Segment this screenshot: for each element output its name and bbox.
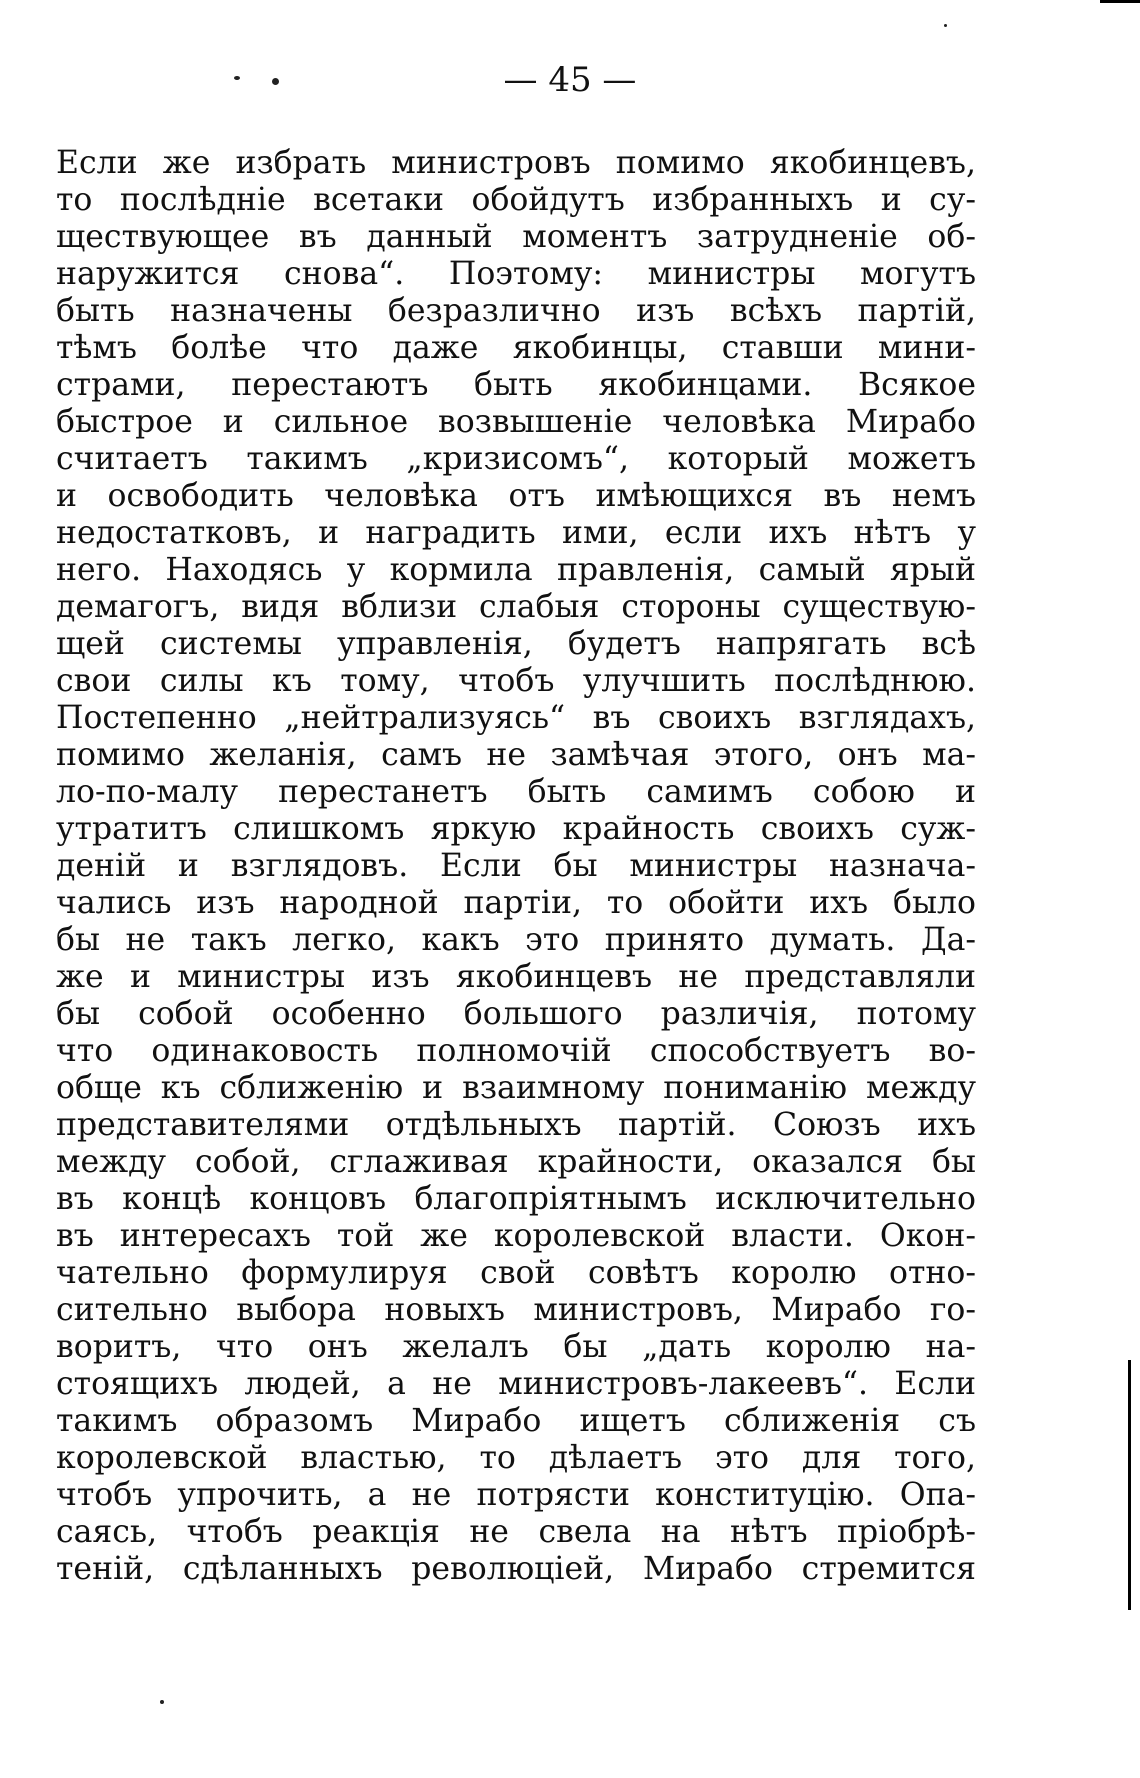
text-line: Если же избрать министровъ помимо якобинцевъ,	[56, 145, 976, 181]
text-line: наружится снова“. Поэтому: министры могутъ	[56, 256, 976, 292]
text-line: между собой, сглаживая крайности, оказался бы	[56, 1144, 976, 1180]
text-line: быстрое и сильное возвышеніе человѣка Мирабо	[56, 404, 976, 440]
text-line: ществующее въ данный моментъ затрудненіе об-	[56, 219, 976, 255]
text-line: что одинаковость полномочій способствуетъ во-	[56, 1033, 976, 1069]
text-line: въ интересахъ той же королевской власти. Окон-	[56, 1218, 976, 1254]
text-line: въ концѣ концовъ благопріятнымъ исключительно	[56, 1181, 976, 1217]
text-line: представителями отдѣльныхъ партій. Союзъ ихъ	[56, 1107, 976, 1143]
text-line: теній, сдѣланныхъ революціей, Мирабо стремится	[56, 1551, 976, 1587]
text-line: и освободить человѣка отъ имѣющихся въ немъ	[56, 478, 976, 514]
text-line: быть назначены безразлично изъ всѣхъ партій,	[56, 293, 976, 329]
text-line: него. Находясь у кормила правленія, самый ярый	[56, 552, 976, 588]
text-line: бы не такъ легко, какъ это принято думать. Да-	[56, 922, 976, 958]
text-line: помимо желанія, самъ не замѣчая этого, онъ ма-	[56, 737, 976, 773]
text-line: щей системы управленія, будетъ напрягать всѣ	[56, 626, 976, 662]
page-number: — 45 —	[503, 60, 637, 100]
text-line: недостатковъ, и наградить ими, если ихъ нѣтъ у	[56, 515, 976, 551]
text-line: чательно формулируя свой совѣтъ королю отно-	[56, 1255, 976, 1291]
text-line: же и министры изъ якобинцевъ не представляли	[56, 959, 976, 995]
ink-speck	[944, 24, 947, 27]
text-line: сительно выбора новыхъ министровъ, Мирабо го-	[56, 1292, 976, 1328]
text-line: страми, перестаютъ быть якобинцами. Всякое	[56, 367, 976, 403]
ink-speck	[160, 1700, 164, 1704]
text-line: деній и взглядовъ. Если бы министры назнача-	[56, 848, 976, 884]
text-line: ло-по-малу перестанетъ быть самимъ собою и	[56, 774, 976, 810]
text-line: королевской властью, то дѣлаетъ это для того,	[56, 1440, 976, 1476]
text-line: стоящихъ людей, а не министровъ-лакеевъ“. Если	[56, 1366, 976, 1402]
text-line: Постепенно „нейтрализуясь“ въ своихъ взглядахъ,	[56, 700, 976, 736]
text-line: чались изъ народной партіи, то обойти ихъ было	[56, 885, 976, 921]
text-line: бы собой особенно большого различія, потому	[56, 996, 976, 1032]
text-line: обще къ сближенію и взаимному пониманію между	[56, 1070, 976, 1106]
text-line: демагогъ, видя вблизи слабыя стороны существую-	[56, 589, 976, 625]
text-line: утратитъ слишкомъ яркую крайность своихъ суж-	[56, 811, 976, 847]
scan-edge-mark	[1128, 1360, 1131, 1610]
text-line: считаетъ такимъ „кризисомъ“, который можетъ	[56, 441, 976, 477]
scan-edge-mark	[1100, 0, 1140, 3]
text-line: саясь, чтобъ реакція не свела на нѣтъ пріобрѣ-	[56, 1514, 976, 1550]
text-line: такимъ образомъ Мирабо ищетъ сближенія съ	[56, 1403, 976, 1439]
text-line: тѣмъ болѣе что даже якобинцы, ставши мини-	[56, 330, 976, 366]
body-text	[56, 145, 976, 1588]
text-line: то послѣдніе всетаки обойдутъ избранныхъ и су-	[56, 182, 976, 218]
text-line: воритъ, что онъ желалъ бы „дать королю на-	[56, 1329, 976, 1365]
text-line: чтобъ упрочить, а не потрясти конституцію. Опа-	[56, 1477, 976, 1513]
text-line: свои силы къ тому, чтобъ улучшить послѣднюю.	[56, 663, 976, 699]
